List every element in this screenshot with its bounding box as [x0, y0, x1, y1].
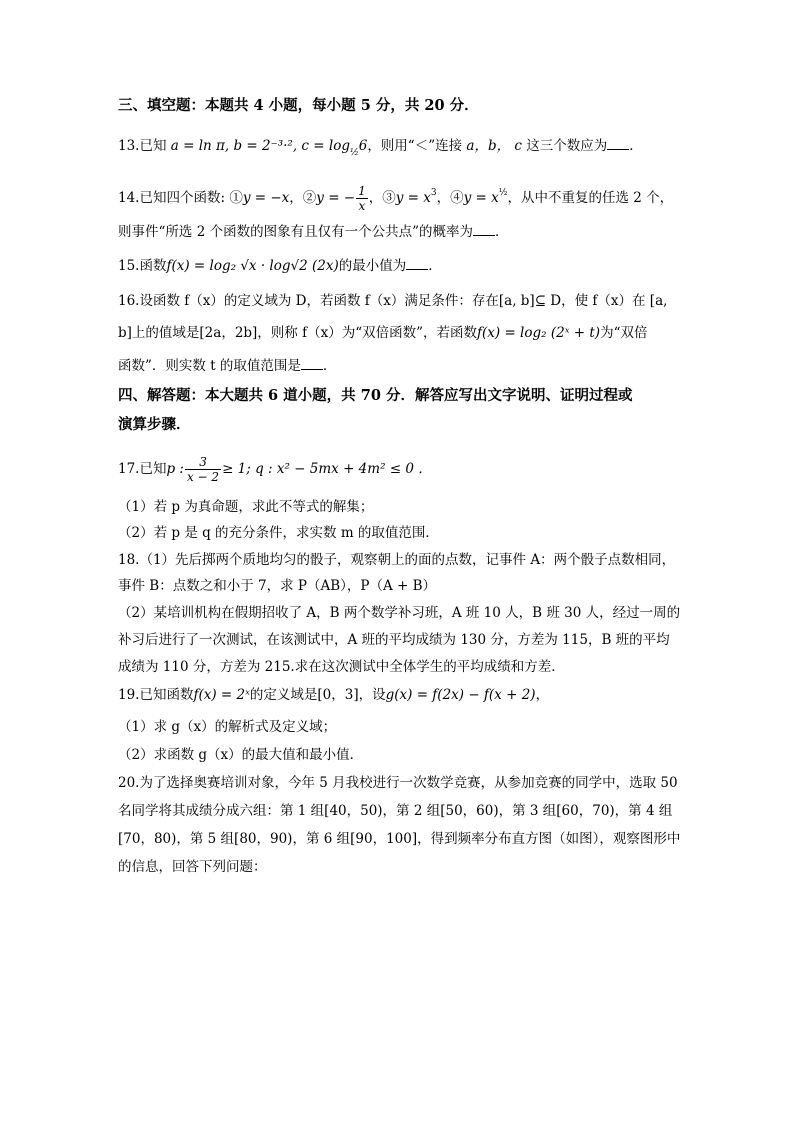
q14-end: ．	[494, 224, 509, 240]
question-20-line-1: 20.为了选择奥赛培训对象，今年 5 月我校进行一次数学竞赛，从参加竞赛的同学中，选取 50	[118, 775, 678, 791]
q13-text-1: 已知	[139, 138, 167, 154]
q13-log-base: ½	[349, 148, 359, 158]
q14-f2-num: 1	[358, 184, 366, 198]
q14-line-2: 则事件“所选 2 个函数的图象有且仅有一个公共点”的概率为	[118, 224, 473, 240]
q13-num: 13.	[118, 138, 140, 154]
q13-formula-end: 6	[358, 138, 368, 154]
q15-formula: f(x) = log₂ √x · log√2 (2x)	[166, 258, 339, 274]
section-4-title-line-1: 四、解答题：本大题共 6 道小题，共 70 分．解答应写出文字说明、证明过程或	[118, 387, 633, 404]
question-18-line-2: 事件 B：点数之和小于 7，求 P（AB），P（A + B）	[118, 578, 437, 594]
q14-text-4: ，④	[436, 190, 464, 206]
q14-f4: y = x	[463, 190, 499, 206]
q13-answer-blank	[607, 137, 629, 150]
question-15	[118, 256, 442, 276]
question-14-line-2	[118, 222, 508, 242]
question-17	[118, 455, 432, 484]
q14-answer-blank	[473, 223, 495, 236]
q17-text-1: 17.已知	[118, 461, 167, 477]
section-4-title-line-2: 演算步骤．	[118, 416, 191, 433]
q16-line-3: 函数”．则实数 t 的取值范围是	[118, 358, 301, 374]
q13-text-3: 这三个数应为	[526, 138, 608, 154]
q14-f2-fraction	[356, 184, 368, 213]
q16-formula: f(x) = log₂ (2ˣ + t)	[477, 325, 601, 341]
question-19-sub-1: （1）求 g（x）的解析式及定义域；	[118, 719, 337, 735]
q17-frac-den: x − 2	[186, 470, 220, 484]
question-19-sub-2: （2）求函数 g（x）的最大值和最小值．	[118, 747, 364, 763]
q14-f3: y = x	[395, 190, 431, 206]
q17-p-post: ≥ 1; q : x² − 5mx + 4m² ≤ 0 ．	[222, 461, 432, 477]
q15-text-2: 的最小值为	[338, 258, 407, 274]
q14-num: 14.	[118, 190, 140, 206]
q16-answer-blank	[301, 357, 323, 370]
q14-f2-pre: y = −	[316, 190, 356, 206]
question-20-line-4: 的信息，回答下列问题：	[118, 859, 267, 875]
question-16-line-2	[118, 323, 647, 343]
q14-text-5: ，从中不重复的任选 2 个，	[507, 190, 674, 206]
question-18-line-4: 补习后进行了一次测试，在该测试中，A 班的平均成绩为 130 分，方差为 115，B 班的平均	[118, 632, 670, 648]
q15-num: 15.	[118, 258, 140, 274]
question-16-line-1: 16.设函数 f（x）的定义域为 D，若函数 f（x）满足条件：存在[a, b]⊆ D，使 f（x）在 [a,	[118, 293, 668, 309]
q17-p-pre: p :	[166, 461, 184, 477]
q13-text-2: ，则用“＜”连接	[367, 138, 463, 154]
q17-fraction	[185, 455, 221, 484]
q16-line-2a: b]上的值域是[2a，2b]，则称 f（x）为“双倍函数”，若函数	[118, 325, 478, 341]
question-17-sub-1: （1）若 p 为真命题，求此不等式的解集；	[118, 499, 374, 515]
q16-line-2b: 为“双倍	[600, 325, 648, 341]
question-18-line-3: （2）某培训机构在假期招收了 A，B 两个数学补习班，A 班 10 人，B 班 30 人，经过一周的	[118, 605, 681, 621]
q15-answer-blank	[406, 257, 428, 270]
question-20-line-3: [70，80)，第 5 组[80，90)，第 6 组[90，100]，得到频率分布直方图（如图），观察图形中	[118, 831, 681, 847]
q14-f3-sup: 3	[430, 188, 437, 198]
question-18-line-5: 成绩为 110 分，方差为 215.求在这次测试中全体学生的平均成绩和方差．	[118, 659, 565, 675]
q15-text-1: 函数	[139, 258, 167, 274]
q14-text-2: ，②	[289, 190, 317, 206]
q14-text-1: 已知四个函数: ①	[139, 190, 243, 206]
question-20-line-2: 名同学将其成绩分成六组：第 1 组[40，50)，第 2 组[50，60)，第 3 组[60，70)，第 4 组	[118, 803, 673, 819]
q15-end: ．	[428, 258, 442, 274]
question-13	[118, 136, 643, 163]
q14-f1: y = −x	[242, 190, 290, 206]
q14-f4-sup: ½	[498, 188, 508, 198]
q13-formula: a = ln π, b = 2⁻³·², c = log	[170, 138, 350, 154]
q14-text-3: ，③	[368, 190, 396, 206]
question-14-line-1	[118, 183, 673, 213]
q14-f2-den: x	[358, 199, 366, 213]
question-17-sub-2: （2）若 p 是 q 的充分条件，求实数 m 的取值范围．	[118, 525, 439, 541]
q17-frac-num: 3	[185, 455, 221, 470]
question-18-line-1: 18.（1）先后掷两个质地均匀的骰子，观察朝上的面的点数，记事件 A：两个骰子点数相同，	[118, 552, 676, 568]
q13-end: ．	[629, 138, 643, 154]
section-3-title: 三、填空题：本题共 4 小题，每小题 5 分，共 20 分．	[118, 97, 479, 114]
q19-text-1: 19.已知函数	[118, 687, 194, 703]
q19-f: f(x) = 2ˣ	[193, 687, 250, 703]
q16-end: ．	[322, 358, 337, 374]
q13-vars: a，b， c	[466, 138, 522, 154]
q19-text-2: 的定义域是[0，3]，设	[249, 687, 386, 703]
q19-g: g(x) = f(2x) − f(x + 2)	[385, 687, 536, 703]
question-16-line-3	[118, 356, 336, 376]
q19-text-3: ，	[535, 687, 550, 703]
question-19	[118, 685, 549, 705]
